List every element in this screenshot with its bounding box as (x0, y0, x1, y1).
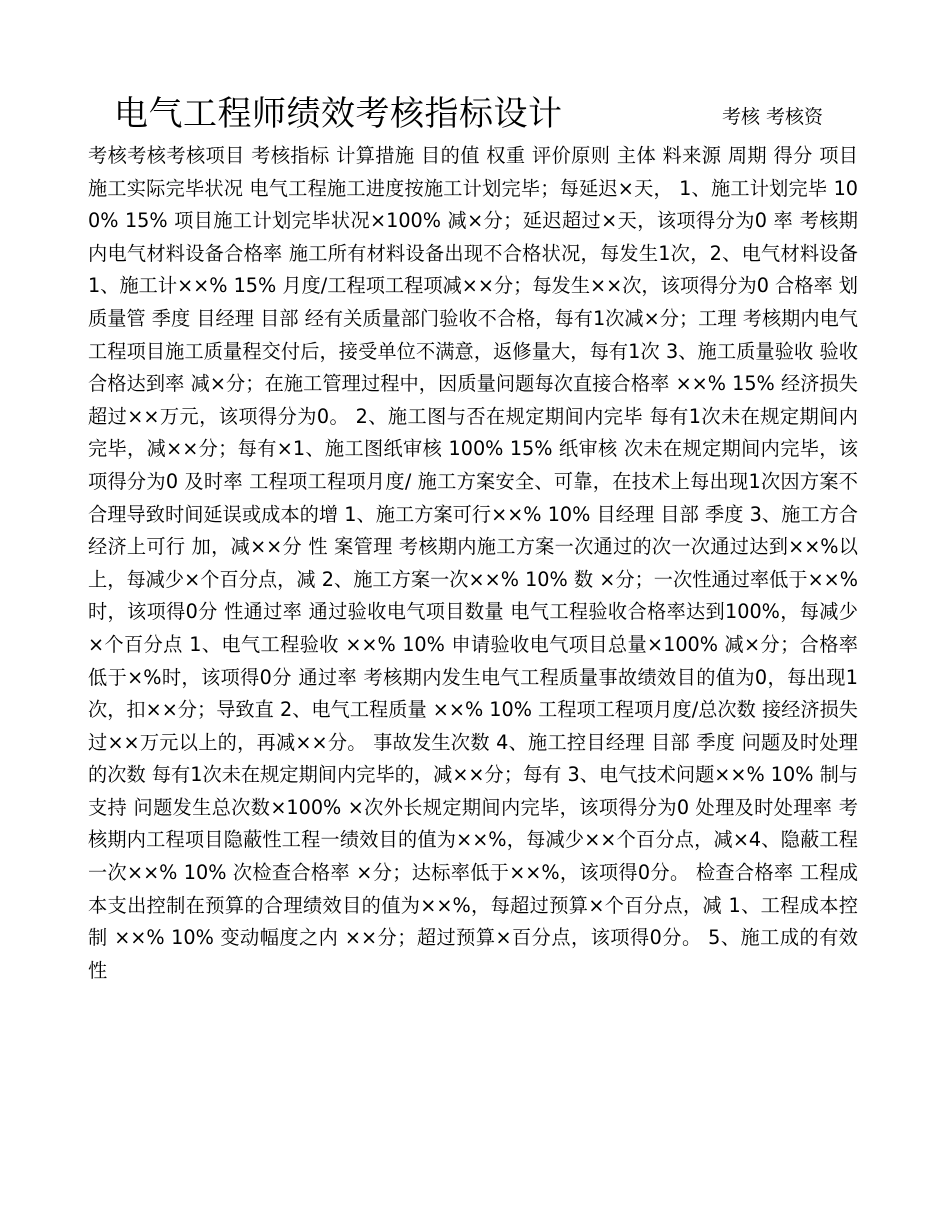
document-body: 考核考核考核项目 考核指标 计算措施 目的值 权重 评价原则 主体 料来源 周期 得分 项目施工实际完毕状况 电气工程施工进度按施工计划完毕；每延迟×天， 1、施工计划完毕 100% 15% 项目施工计划完毕状况×100% 减×分；延迟超过×天，该项得分为0 率 考核期内电气材料设备合格率 施工所有材料设备出现不合格状况，每发生1次，2、电气材料设备 1、施工计××% 15% 月度/工程项工程项减××分；每发生××次，该项得分为0 合格率 划质量管 季度 目经理 目部 经有关质量部门验收不合格，每有1次减×分；工理 考核期内电气工程项目施工质量程交付后，接受单位不满意，返修量大，每有1次 3、施工质量验收 验收合格达到率 减×分；在施工管理过程中，因质量问题每次直接合格率 ××% 15% 经济损失超过××万元，该项得分为0。 2、施工图与否在规定期间内完毕 每有1次未在规定期间内完毕，减××分；每有×1、施工图纸审核 100% 15% 纸审核 次未在规定期间内完毕，该项得分为0 及时率 工程项工程项月度/ 施工方案安全、可靠，在技术上每出现1次因方案不合理导致时间延误或成本的增 1、施工方案可行××% 10% 目经理 目部 季度 3、施工方合经济上可行 加，减××分 性 案管理 考核期内施工方案一次通过的次一次通过达到××%以上，每减少×个百分点，减 2、施工方案一次××% 10% 数 ×分；一次性通过率低于××%时，该项得0分 性通过率 通过验收电气项目数量 电气工程验收合格率达到100%，每减少×个百分点 1、电气工程验收 ××% 10% 申请验收电气项目总量×100% 减×分；合格率低于×%时，该项得0分 通过率 考核期内发生电气工程质量事故绩效目的值为0，每出现1次，扣××分；导致直 2、电气工程质量 ××% 10% 工程项工程项月度/总次数 接经济损失过××万元以上的，再减××分。 事故发生次数 4、施工控目经理 目部 季度 问题及时处理的次数 每有1次未在规定期间内完毕的，减××分；每有 3、电气技术问题××% 10% 制与支持 问题发生总次数×100% ×次外长规定期间内完毕，该项得分为0 处理及时处理率 考核期内工程项目隐蔽性工程一绩效目的值为××%，每减少××个百分点，减×4、隐蔽工程一次××% 10% 次检查合格率 ×分；达标率低于××%，该项得0分。 检查合格率 工程成本支出控制在预算的合理绩效目的值为××%，每超过预算×个百分点，减 1、工程成本控制 ××% 10% 变动幅度之内 ××分；超过预算×百分点，该项得0分。 5、施工成的有效性 (88, 144, 865, 982)
document-title: 电气工程师绩效考核指标设计 (114, 94, 563, 134)
document-page (88, 88, 865, 987)
title-right-text: 考核 考核资 (722, 106, 824, 128)
title-line (88, 88, 858, 140)
